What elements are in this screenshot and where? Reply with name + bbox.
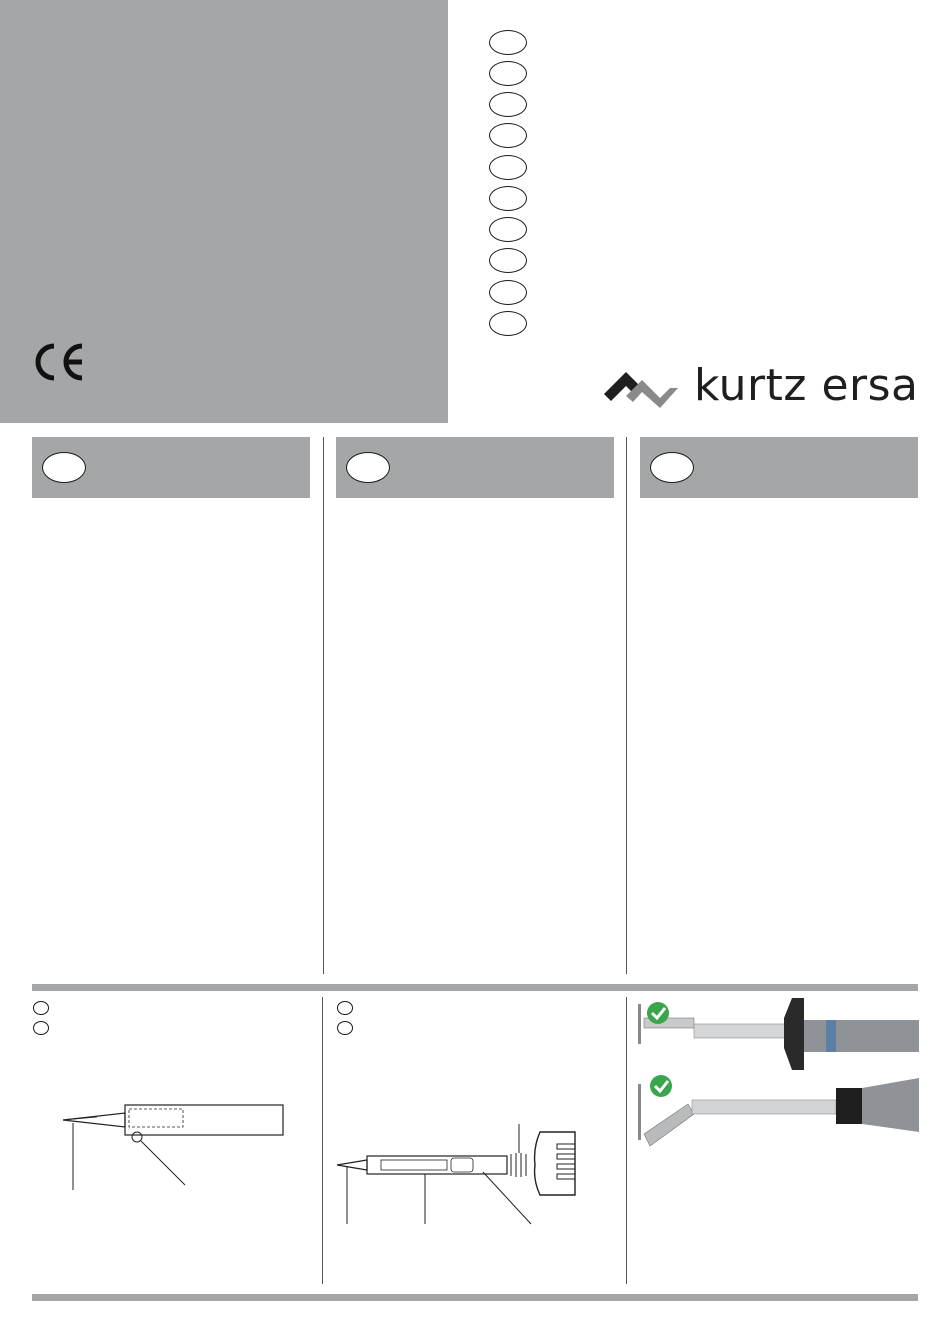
check-icon bbox=[647, 1002, 669, 1024]
cover-panel bbox=[0, 0, 448, 423]
brand-name: kurtz ersa bbox=[694, 360, 919, 411]
language-badge[interactable] bbox=[489, 248, 527, 273]
language-badge[interactable] bbox=[489, 311, 527, 336]
figure-language-badge bbox=[33, 1021, 49, 1035]
ce-mark-icon bbox=[32, 342, 88, 382]
check-icon bbox=[650, 1075, 672, 1097]
column-header-2 bbox=[336, 437, 614, 498]
section-divider-band bbox=[32, 984, 918, 991]
language-badge[interactable] bbox=[489, 30, 527, 55]
language-badge[interactable] bbox=[489, 61, 527, 86]
soldering-tip-photos bbox=[634, 996, 919, 1156]
language-badge[interactable] bbox=[489, 92, 527, 117]
figure-language-badge bbox=[337, 1001, 353, 1015]
figure-language-badge bbox=[337, 1021, 353, 1035]
language-badge[interactable] bbox=[489, 217, 527, 242]
column-divider bbox=[323, 437, 324, 974]
straight-tip-photo bbox=[638, 998, 919, 1070]
language-badge[interactable] bbox=[489, 123, 527, 148]
section-divider-band bbox=[32, 1294, 918, 1301]
language-badge bbox=[650, 452, 694, 483]
column-divider bbox=[322, 997, 323, 1284]
soldering-tip-drawing bbox=[55, 1095, 295, 1195]
figure-language-badge bbox=[33, 1001, 49, 1015]
column-divider bbox=[626, 997, 627, 1284]
column-header-1 bbox=[32, 437, 310, 498]
soldering-iron-drawing bbox=[335, 1120, 585, 1230]
bent-tip-photo bbox=[638, 1078, 919, 1146]
kurtz-ersa-logo-icon bbox=[604, 366, 678, 410]
language-badge[interactable] bbox=[489, 280, 527, 305]
column-header-3 bbox=[640, 437, 918, 498]
language-badge bbox=[346, 452, 390, 483]
language-badge[interactable] bbox=[489, 186, 527, 211]
column-divider bbox=[626, 437, 627, 974]
brand-logo bbox=[604, 360, 920, 412]
language-badge[interactable] bbox=[489, 155, 527, 180]
language-badge bbox=[42, 452, 86, 483]
